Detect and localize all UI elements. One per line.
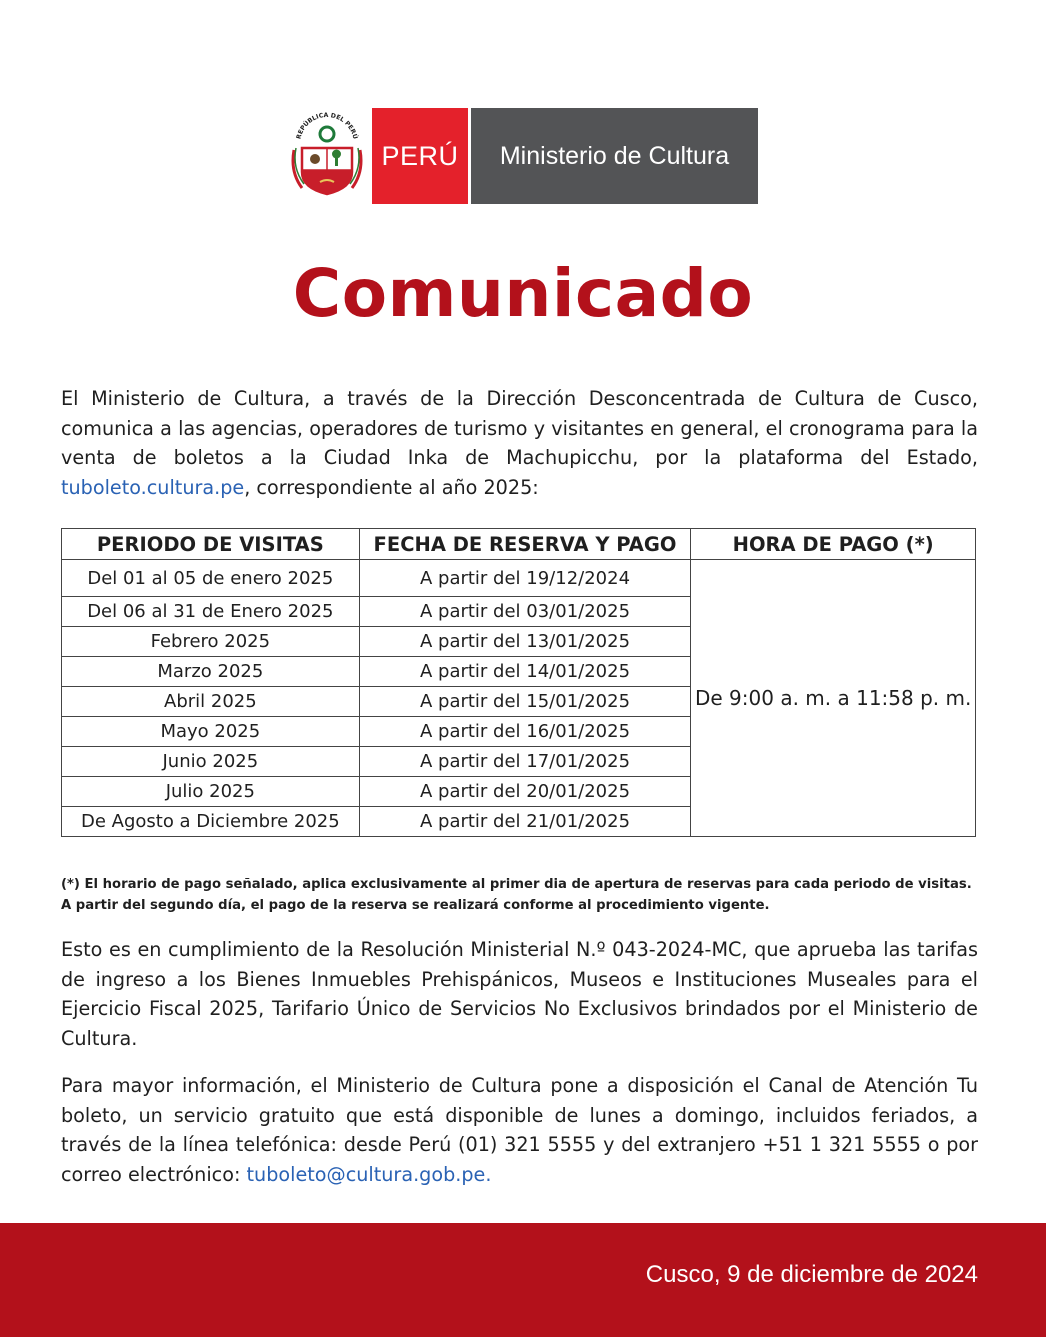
period-cell: Del 01 al 05 de enero 2025	[62, 560, 360, 597]
date-cell: A partir del 19/12/2024	[359, 560, 691, 597]
resolution-paragraph: Esto es en cumplimiento de la Resolución Ministerial N.º 043-2024-MC, que aprueba las tarifas de ingreso a los Bienes Inmuebles Prehispánicos, Museos e Instituciones Museales para el Ejercicio Fiscal 2025, Tarifario Único de Servicios No Exclusivos brindados por el Ministerio de Cultura.	[61, 938, 978, 1050]
ministry-label: Ministerio de Cultura	[468, 108, 758, 204]
date-cell: A partir del 14/01/2025	[359, 657, 691, 687]
period-cell: De Agosto a Diciembre 2025	[62, 807, 360, 837]
header	[290, 108, 758, 204]
period-cell: Junio 2025	[62, 747, 360, 777]
date-cell: A partir del 13/01/2025	[359, 627, 691, 657]
period-cell: Julio 2025	[62, 777, 360, 807]
footnote-line-1: (*) El horario de pago señalado, aplica exclusivamente al primer dia de apertura de reservas para cada periodo de visitas.	[61, 877, 972, 892]
period-cell: Febrero 2025	[62, 627, 360, 657]
intro-text-end: , correspondiente al año 2025:	[244, 475, 539, 499]
footnote	[61, 874, 991, 916]
email-link[interactable]: tuboleto@cultura.gob.pe.	[246, 1162, 492, 1186]
website-link[interactable]: tuboleto.cultura.pe	[61, 475, 245, 499]
intro-paragraph	[61, 384, 978, 502]
date-cell: A partir del 17/01/2025	[359, 747, 691, 777]
info-paragraph	[61, 1071, 978, 1189]
page-title: Comunicado	[292, 255, 754, 332]
period-cell: Del 06 al 31 de Enero 2025	[62, 597, 360, 627]
date-cell: A partir del 21/01/2025	[359, 807, 691, 837]
hours-cell: De 9:00 a. m. a 11:58 p. m.	[691, 560, 976, 837]
seal-text: REPÚBLICA DEL PERÚ	[295, 111, 359, 140]
table-row	[62, 560, 976, 597]
footer-date: Cusco, 9 de diciembre de 2024	[645, 1261, 978, 1288]
period-cell: Marzo 2025	[62, 657, 360, 687]
country-label: PERÚ	[372, 108, 468, 204]
footnote-line-2: A partir del segundo día, el pago de la reserva se realizará conforme al procedimiento vigente.	[61, 898, 770, 913]
period-cell: Mayo 2025	[62, 717, 360, 747]
date-cell: A partir del 03/01/2025	[359, 597, 691, 627]
date-cell: A partir del 16/01/2025	[359, 717, 691, 747]
date-cell: A partir del 15/01/2025	[359, 687, 691, 717]
intro-text: El Ministerio de Cultura, a través de la Dirección Desconcentrada de Cultura de Cusco, comunica a las agencias, operadores de turismo y visitantes en general, el cronograma para la venta de boletos a la Ciudad Inka de Machupicchu, por la plataforma del Estado,	[61, 387, 978, 469]
header-date: FECHA DE RESERVA Y PAGO	[359, 529, 691, 560]
table-header-row	[62, 529, 976, 560]
header-period: PERIODO DE VISITAS	[62, 529, 360, 560]
schedule-table	[61, 528, 976, 837]
date-cell: A partir del 20/01/2025	[359, 777, 691, 807]
period-cell: Abril 2025	[62, 687, 360, 717]
coat-of-arms-icon	[290, 108, 364, 204]
header-hours: HORA DE PAGO (*)	[691, 529, 976, 560]
footer-band	[0, 1223, 1046, 1337]
info-text: Para mayor información, el Ministerio de Cultura pone a disposición el Canal de Atención Tu boleto, un servicio gratuito que está disponible de lunes a domingo, incluidos feriados, a través de la línea telefónica: desde Perú (01) 321 5555 y del extranjero +51 1 321 5555 o por correo electrónico:	[61, 1074, 978, 1186]
